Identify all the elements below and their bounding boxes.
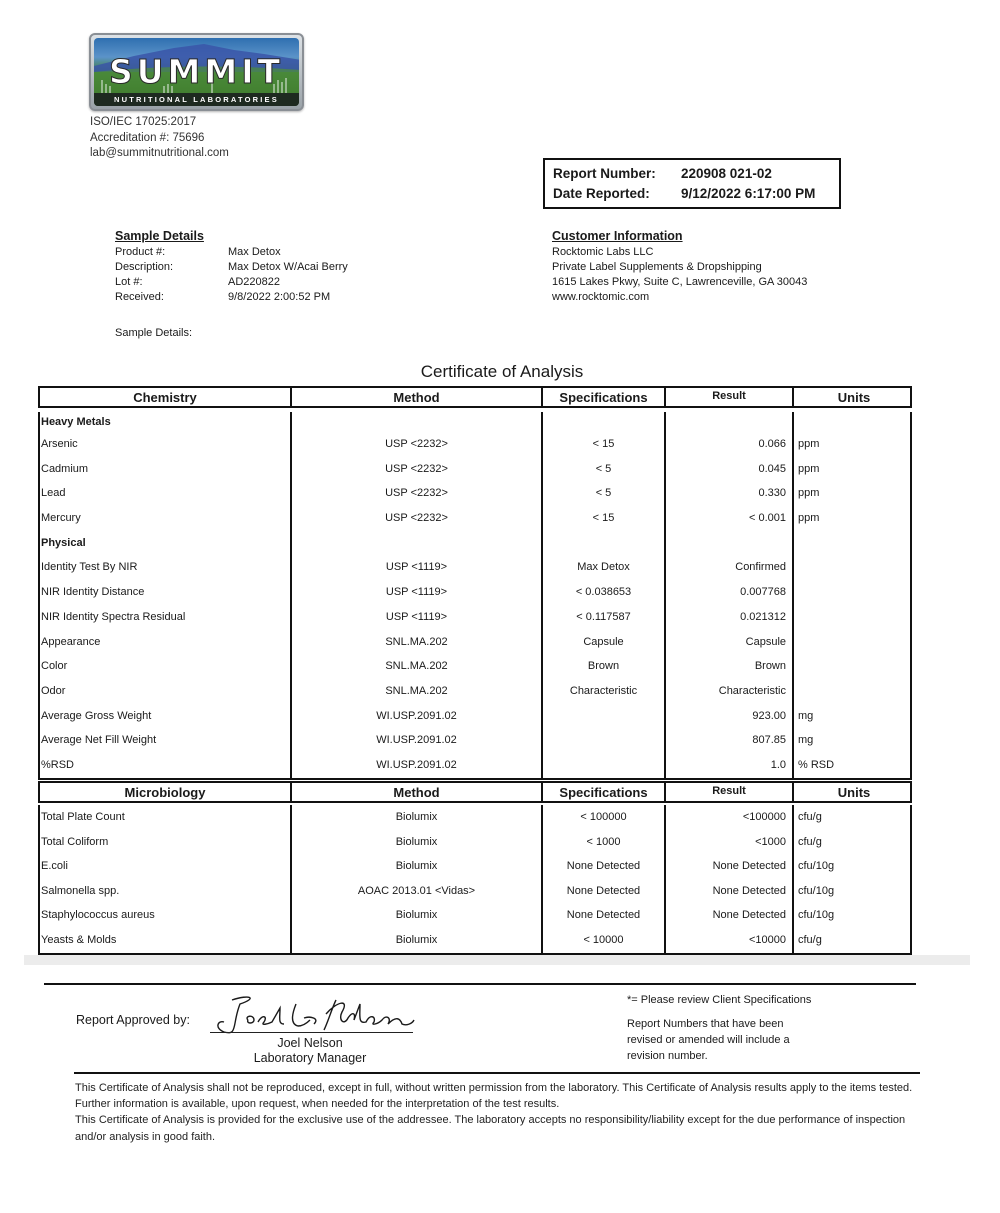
sample-details-heading: Sample Details — [115, 229, 204, 243]
microbiology-result-cell: None Detected — [712, 909, 786, 922]
chemistry-units-cell: ppm — [798, 462, 820, 475]
sample-field-label: Lot #: — [115, 276, 143, 288]
chemistry-units-cell: ppm — [798, 487, 820, 500]
microbiology-test-name-cell: Total Plate Count — [41, 811, 125, 823]
chemistry-units-cell: ppm — [798, 438, 820, 450]
chemistry-method-cell: SNL.MA.202 — [385, 684, 448, 697]
microbiology-method-cell: Biolumix — [395, 835, 438, 848]
report-number-label: Report Number: — [553, 166, 656, 181]
chemistry-specification-cell: < 5 — [595, 487, 612, 500]
chemistry-test-name-cell: NIR Identity Spectra Residual — [41, 610, 186, 623]
chemistry-specification-cell: < 15 — [592, 512, 615, 525]
customer-address: 1615 Lakes Pkwy, Suite C, Lawrenceville, GA 30043 — [552, 276, 808, 288]
chemistry-test-name-cell: Arsenic — [41, 438, 78, 450]
chemistry-test-name-cell: Identity Test By NIR — [41, 561, 138, 574]
chemistry-units-cell — [794, 679, 914, 704]
header-result: Result — [666, 783, 794, 803]
chemistry-result-cell: 923.00 — [752, 709, 786, 722]
microbiology-units-cell: cfu/10g — [798, 884, 835, 897]
customer-tagline: Private Label Supplements & Dropshipping — [552, 261, 762, 273]
sample-details — [115, 229, 348, 305]
group-heading — [666, 531, 792, 556]
chemistry-specification-cell — [543, 728, 664, 753]
microbiology-result-cell: None Detected — [712, 884, 786, 897]
chemistry-test-name-cell: Average Gross Weight — [41, 709, 152, 722]
header-specifications: Specifications — [543, 783, 666, 803]
accreditation-number: Accreditation #: 75696 — [90, 131, 205, 144]
customer-information — [552, 229, 807, 305]
chemistry-result-cell: Characteristic — [718, 684, 786, 697]
microbiology-method-cell: Biolumix — [395, 933, 438, 946]
date-reported-label: Date Reported: — [553, 186, 650, 201]
chemistry-test-name-cell: Cadmium — [41, 462, 89, 475]
summit-logo — [89, 33, 304, 111]
microbiology-specification-cell: < 100000 — [580, 811, 627, 823]
sample-field-label: Description: — [115, 261, 174, 273]
logo-image — [94, 38, 299, 106]
chemistry-units-cell — [794, 580, 914, 605]
header-chemistry: Chemistry — [40, 388, 292, 408]
chemistry-method-cell: USP <1119> — [385, 561, 448, 574]
chemistry-result-cell: 0.045 — [758, 462, 786, 475]
customer-info-heading: Customer Information — [552, 229, 683, 243]
certificate-title: Certificate of Analysis — [420, 362, 584, 381]
report-number: 220908 021-02 — [681, 166, 772, 181]
chemistry-units-cell — [794, 654, 914, 679]
divider-bottom — [74, 1072, 920, 1074]
sample-field-value: AD220822 — [228, 276, 280, 288]
chemistry-method-cell: USP <1119> — [385, 610, 448, 623]
date-reported: 9/12/2022 6:17:00 PM — [681, 186, 816, 201]
chemistry-method-cell: USP <1119> — [385, 586, 448, 599]
group-heading — [543, 531, 664, 556]
microbiology-test-name-cell: Yeasts & Molds — [41, 933, 117, 946]
header-microbiology: Microbiology — [40, 783, 292, 803]
chemistry-specification-cell: < 0.038653 — [575, 586, 632, 599]
chemistry-test-name-cell: Odor — [41, 684, 66, 697]
chemistry-header — [38, 386, 912, 408]
chemistry-result-cell: Confirmed — [735, 561, 786, 574]
signature-line — [210, 1032, 413, 1033]
microbiology-test-name-cell: Staphylococcus aureus — [41, 909, 155, 922]
microbiology-method-cell: Biolumix — [395, 811, 438, 823]
chemistry-column-method — [292, 412, 543, 778]
header-result: Result — [666, 388, 794, 408]
signer-name: Joel Nelson — [277, 1036, 343, 1050]
lab-info — [90, 115, 229, 162]
chemistry-result-cell: 1.0 — [770, 758, 786, 771]
chemistry-test-name-cell: Mercury — [41, 512, 81, 525]
chemistry-units-cell — [794, 605, 914, 630]
microbiology-column-method — [292, 805, 543, 953]
chemistry-result-cell: 0.021312 — [740, 610, 786, 623]
sample-field-label: Received: — [115, 291, 164, 303]
microbiology-table — [38, 781, 912, 955]
group-heading — [543, 412, 664, 432]
report-notes — [627, 992, 817, 1064]
group-heading — [666, 412, 792, 432]
microbiology-test-name-cell: Salmonella spp. — [41, 884, 120, 897]
report-info-box — [543, 158, 841, 209]
chemistry-units-cell — [794, 630, 914, 655]
divider-top — [44, 983, 916, 985]
microbiology-specification-cell: None Detected — [566, 860, 641, 873]
page-separator-band — [24, 955, 970, 965]
disclaimer — [75, 1080, 915, 1145]
microbiology-column-units — [794, 805, 914, 953]
chemistry-result-cell: 0.007768 — [740, 586, 786, 599]
logo-subtitle: NUTRITIONAL LABORATORIES — [94, 93, 299, 106]
group-heading: Physical — [41, 536, 86, 549]
microbiology-units-cell: cfu/10g — [798, 909, 835, 922]
chemistry-result-cell: 807.85 — [752, 734, 786, 747]
group-heading: Heavy Metals — [41, 416, 111, 428]
chemistry-body — [38, 412, 912, 780]
microbiology-column-specification — [543, 805, 666, 953]
microbiology-test-name-cell: Total Coliform — [41, 835, 109, 848]
header-method: Method — [292, 783, 543, 803]
logo-title: SUMMIT — [108, 52, 285, 91]
sample-details-extra-label: Sample Details: — [115, 327, 193, 339]
sample-field — [115, 290, 348, 305]
chemistry-result-cell: Capsule — [745, 635, 786, 648]
header-units: Units — [837, 785, 871, 800]
group-heading — [292, 412, 541, 432]
signer-block — [210, 1036, 410, 1066]
chemistry-column-specification — [543, 412, 666, 778]
chemistry-specification-cell: Brown — [587, 660, 620, 673]
sample-field — [115, 245, 348, 260]
header-units: Units — [837, 390, 871, 405]
chemistry-result-cell: 0.066 — [758, 438, 786, 450]
microbiology-header — [38, 781, 912, 803]
chemistry-method-cell: WI.USP.2091.02 — [376, 758, 457, 771]
customer-website: www.rocktomic.com — [552, 291, 650, 303]
microbiology-column-test-name — [40, 805, 292, 953]
chemistry-specification-cell: Capsule — [583, 635, 624, 648]
microbiology-result-cell: <10000 — [748, 933, 786, 946]
chemistry-test-name-cell: %RSD — [41, 758, 75, 771]
chemistry-column-result — [666, 412, 794, 778]
chemistry-specification-cell: < 5 — [595, 462, 612, 475]
chemistry-test-name-cell: Color — [41, 660, 68, 673]
sample-field — [115, 260, 348, 275]
microbiology-units-cell: cfu/g — [798, 835, 822, 848]
header-method: Method — [292, 388, 543, 408]
microbiology-method-cell: Biolumix — [395, 860, 438, 873]
client-spec-note: *= Please review Client Specifications — [627, 994, 812, 1006]
chemistry-method-cell: USP <2232> — [385, 438, 448, 450]
sample-field-label: Product #: — [115, 246, 166, 258]
chemistry-method-cell: USP <2232> — [385, 487, 448, 500]
microbiology-units-cell: cfu/g — [798, 811, 822, 823]
chemistry-units-cell: mg — [798, 709, 814, 722]
chemistry-specification-cell — [543, 753, 664, 778]
chemistry-column-units — [794, 412, 914, 778]
microbiology-units-cell: cfu/g — [798, 933, 822, 946]
chemistry-result-cell: Brown — [754, 660, 786, 673]
group-heading — [794, 531, 914, 556]
chemistry-method-cell: USP <2232> — [385, 462, 448, 475]
disclaimer-reproduction: This Certificate of Analysis shall not be reproduced, except in full, without written permission from the laboratory. This Certificate of Analysis results apply to the items tested. Further information is available, upon request, when needed for the interpretation of the test results. — [75, 1082, 913, 1111]
chemistry-result-cell: < 0.001 — [748, 512, 786, 525]
chemistry-method-cell: USP <2232> — [385, 512, 448, 525]
microbiology-result-cell: None Detected — [712, 860, 786, 873]
microbiology-method-cell: AOAC 2013.01 <Vidas> — [357, 884, 476, 897]
chemistry-specification-cell: Max Detox — [577, 561, 630, 574]
disclaimer-liability: This Certificate of Analysis is provided for the exclusive use of the addressee. The laboratory accepts no responsibility/liability except for the due performance of inspection and/or analysis in good faith. — [75, 1114, 906, 1143]
signer-title: Laboratory Manager — [253, 1051, 367, 1065]
group-heading — [794, 412, 914, 432]
iso-standard: ISO/IEC 17025:2017 — [90, 116, 197, 128]
chemistry-test-name-cell: Appearance — [41, 635, 101, 648]
sample-field-value: Max Detox — [228, 246, 281, 258]
chemistry-method-cell: SNL.MA.202 — [385, 635, 448, 648]
chemistry-test-name-cell: Lead — [41, 487, 66, 500]
lab-email: lab@summitnutritional.com — [90, 147, 229, 159]
microbiology-specification-cell: None Detected — [566, 909, 641, 922]
microbiology-specification-cell: < 1000 — [586, 835, 621, 848]
chemistry-test-name-cell: NIR Identity Distance — [41, 586, 145, 599]
microbiology-column-result — [666, 805, 794, 953]
chemistry-specification-cell: Characteristic — [569, 684, 638, 697]
chemistry-units-cell: mg — [798, 734, 814, 747]
microbiology-method-cell: Biolumix — [395, 909, 438, 922]
chemistry-method-cell: WI.USP.2091.02 — [376, 709, 457, 722]
microbiology-result-cell: <1000 — [755, 835, 786, 848]
chemistry-specification-cell: < 0.117587 — [576, 610, 631, 623]
chemistry-specification-cell: < 15 — [592, 438, 615, 450]
microbiology-specification-cell: < 10000 — [583, 933, 624, 946]
chemistry-specification-cell — [543, 704, 664, 729]
chemistry-units-cell — [794, 555, 914, 580]
chemistry-result-cell: 0.330 — [758, 487, 786, 500]
revision-note: Report Numbers that have been revised or amended will include a revision number. — [627, 1018, 790, 1062]
microbiology-units-cell: cfu/10g — [798, 860, 835, 873]
customer-name: Rocktomic Labs LLC — [552, 246, 654, 258]
sample-field-value: 9/8/2022 2:00:52 PM — [228, 291, 331, 303]
chemistry-test-name-cell: Average Net Fill Weight — [41, 734, 157, 747]
microbiology-test-name-cell: E.coli — [41, 860, 68, 873]
sample-field — [115, 275, 348, 290]
sample-field-value: Max Detox W/Acai Berry — [228, 261, 348, 273]
chemistry-method-cell: SNL.MA.202 — [385, 660, 448, 673]
chemistry-units-cell: % RSD — [798, 758, 835, 771]
chemistry-method-cell: WI.USP.2091.02 — [376, 734, 457, 747]
chemistry-units-cell: ppm — [798, 512, 820, 525]
group-heading — [292, 531, 541, 556]
chemistry-table — [38, 386, 912, 780]
microbiology-result-cell: <100000 — [742, 811, 786, 823]
microbiology-specification-cell: None Detected — [566, 884, 641, 897]
microbiology-body — [38, 805, 912, 955]
chemistry-column-test-name — [40, 412, 292, 778]
approved-by-label: Report Approved by: — [76, 1013, 190, 1027]
header-specifications: Specifications — [543, 388, 666, 408]
